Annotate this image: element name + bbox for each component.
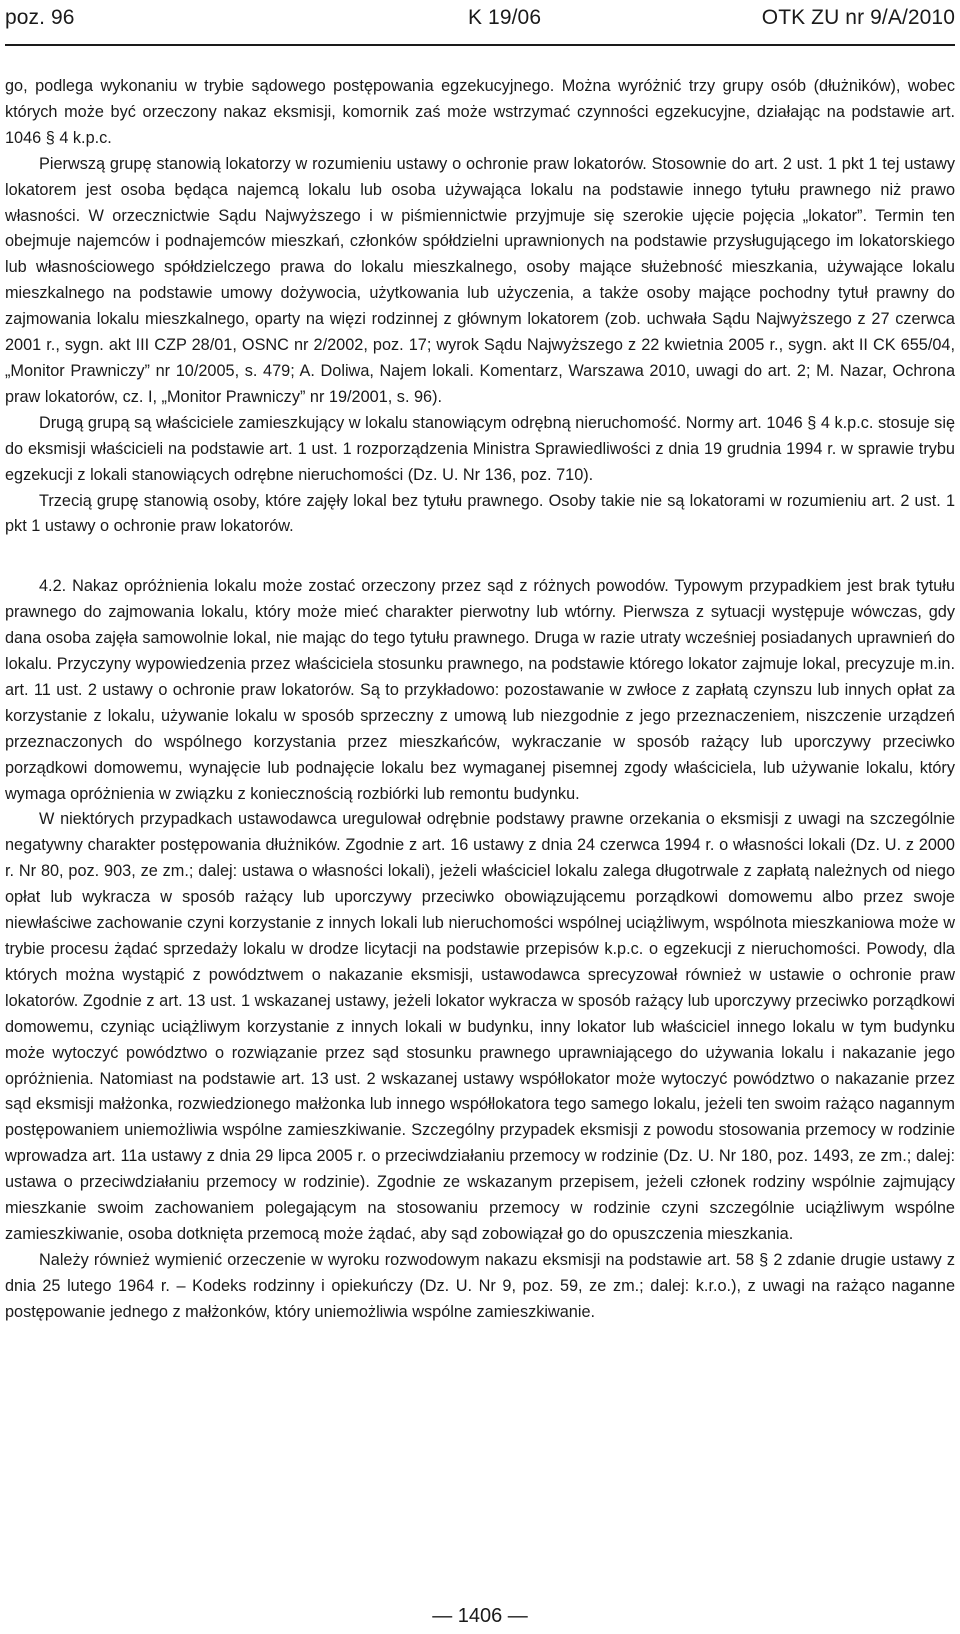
running-header bbox=[0, 0, 960, 50]
page-number: — 1406 — bbox=[432, 1605, 528, 1627]
paragraph: Należy również wymienić orzeczenie w wyroku rozwodowym nakazu eksmisji na podstawie art. 58 § 2 zdanie drugie ustawy z dnia 25 lutego 1964 r. – Kodeks rodzinny i opiekuńczy (Dz. U. Nr 9, poz. 59, ze zm.; dalej: k.r.o.), z uwagi na rażąco naganne postępowanie jednego z małżonków, który uniemożliwia wspólne zamieszkiwanie. bbox=[5, 1250, 955, 1321]
body-text bbox=[5, 74, 955, 1326]
paragraph: Pierwszą grupę stanowią lokatorzy w rozumieniu ustawy o ochronie praw lokatorów. Stosownie do art. 2 ust. 1 pkt 1 tej ustawy lokatorem jest osoba będąca najemcą lokalu lub osoba używająca lokalu na podstawie innego tytułu prawnego niż prawo własności. W orzecznictwie Sądu Najwyższego i w piśmiennictwie przyjmuje się szerokie ujęcie pojęcia „lokator”. Termin ten obejmuje najemców i podnajemców mieszkań, członków spółdzielni uprawnionych na podstawie przysługującego im lokatorskiego lub własnościowego spółdzielczego prawa do lokalu mieszkalnego, osoby mające służebność mieszkania, używające lokalu mieszkalnego na podstawie umowy dożywocia, użytkowania lub użyczenia, a także osoby mające pochodny tytuł prawny do zajmowania lokalu mieszkalnego, oparty na więzi rodzinnej z głównym lokatorem (zob. uchwała Sądu Najwyższego z 27 czerwca 2001 r., sygn. akt III CZP 28/01, OSNC nr 2/2002, poz. 17; wyrok Sądu Najwyższego z 22 kwietnia 2005 r., sygn. akt II CK 655/04, „Monitor Prawniczy” nr 10/2005, s. 479; A. Doliwa, Najem lokali. Komentarz, Warszawa 2010, uwagi do art. 2; M. Nazar, Ochrona praw lokatorów, cz. I, „Monitor Prawniczy” nr 19/2001, s. 96). bbox=[5, 154, 955, 406]
paragraph: W niektórych przypadkach ustawodawca uregulował odrębnie podstawy prawne orzekania o eksmisji z uwagi na szczególnie negatywny charakter postępowania dłużników. Zgodnie z art. 16 ustawy z dnia 24 czerwca 1994 r. o własności lokali (Dz. U. z 2000 r. Nr 80, poz. 903, ze zm.; dalej: ustawa o własności lokali), jeżeli właściciel lokalu zalega długotrwale z zapłatą należnych od niego opłat lub wykracza w sposób rażący lub uporczywy przeciwko obowiązującemu porządkowi domowemu albo przez swoje niewłaściwe zachowanie czyni korzystanie z innych lokali lub nieruchomości wspólnej uciążliwym, wspólnota mieszkaniowa może w trybie procesu żądać sprzedaży lokalu w drodze licytacji na podstawie przepisów k.p.c. o egzekucji z nieruchomości. Powody, dla których można wystąpić z powództwem o nakazanie eksmisji, ustawodawca sprecyzował również w ustawie o ochronie praw lokatorów. Zgodnie z art. 13 ust. 1 wskazanej ustawy, jeżeli lokator wykracza w sposób rażący lub uporczywy przeciwko porządkowi domowemu, czyniąc uciążliwym korzystanie z innych lokali w budynku, inny lokator lub właściciel innego lokalu w tym budynku może wytoczyć powództwo o rozwiązanie przez sąd stosunku prawnego uprawniającego do używania lokalu i nakazanie jego opróżnienia. Natomiast na podstawie art. 13 ust. 2 wskazanej ustawy współlokator może wytoczyć powództwo o nakazanie przez sąd eksmisji małżonka, rozwiedzionego małżonka lub innego współlokatora tego samego lokalu, jeżeli ten swoim rażąco nagannym postępowaniem uniemożliwia wspólne zamieszkiwanie. Szczególny przypadek eksmisji z powodu stosowania przemocy w rodzinie wprowadza art. 11a ustawy z dnia 29 lipca 2005 r. o przeciwdziałaniu przemocy w rodzinie (Dz. U. Nr 180, poz. 1493, ze zm.; dalej: ustawa o przeciwdziałaniu przemocy w rodzinie). Zgodnie ze wskazanym przepisem, jeżeli członek rodziny wspólnie zajmujący mieszkanie swoim zachowaniem polegającym na stosowaniu przemocy w rodzinie czyni szczególnie uciążliwym wspólne zamieszkiwanie, osoba dotknięta przemocą może żądać, aby sąd zobowiązał go do opuszczenia mieszkania. bbox=[5, 810, 955, 1243]
paragraph: Drugą grupą są właściciele zamieszkujący w lokalu stanowiącym odrębną nieruchomość. Normy art. 1046 § 4 k.p.c. stosuje się do eksmisji właścicieli na podstawie art. 1 ust. 1 rozporządzenia Ministra Sprawiedliwości z dnia 19 grudnia 1994 r. w sprawie trybu egzekucji z lokali stanowiących odrębne nieruchomości (Dz. U. Nr 136, poz. 710). bbox=[5, 413, 955, 484]
header-case-number: K 19/06 bbox=[468, 6, 542, 29]
section-spacer bbox=[5, 540, 955, 574]
paragraph: go, podlega wykonaniu w trybie sądowego postępowania egzekucyjnego. Można wyróżnić trzy grupy osób (dłużników), wobec których może być orzeczony nakaz eksmisji, komornik zaś może wstrzymać czynności egzekucyjne, działając na podstawie art. 1046 § 4 k.p.c. bbox=[5, 77, 955, 147]
header-position: poz. 96 bbox=[5, 6, 75, 29]
header-rule bbox=[5, 44, 955, 46]
paragraph: 4.2. Nakaz opróżnienia lokalu może zostać orzeczony przez sąd z różnych powodów. Typowym przypadkiem jest brak tytułu prawnego do zajmowania lokalu, który może mieć charakter pierwotny lub wtórny. Pierwsza z sytuacji występuje wówczas, gdy dana osoba zajęła samowolnie lokal, nie mając do tego tytułu prawnego. Druga w razie utraty wcześniej posiadanych uprawnień do lokalu. Przyczyny wypowiedzenia przez właściciela stosunku prawnego, na podstawie którego lokator zajmuje lokal, precyzuje m.in. art. 11 ust. 2 ustawy o ochronie praw lokatorów. Są to przykładowo: pozostawanie w zwłoce z zapłatą czynszu lub innych opłat za korzystanie z lokalu, używanie lokalu w sposób sprzeczny z umową lub niezgodnie z jego przeznaczeniem, niszczenie urządzeń przeznaczonych do wspólnego korzystania przez mieszkańców, wykraczanie w sposób rażący lub uporczywy przeciwko porządkowi domowemu, wynajęcie lub podnajęcie lokalu bez wymaganej pisemnej zgody właściciela, lub używanie lokalu, który wymaga opróżnienia w związku z koniecznością rozbiórki lub remontu budynku. bbox=[5, 577, 955, 803]
paragraph: Trzecią grupę stanowią osoby, które zajęły lokal bez tytułu prawnego. Osoby takie nie są lokatorami w rozumieniu art. 2 ust. 1 pkt 1 ustawy o ochronie praw lokatorów. bbox=[5, 491, 955, 536]
header-journal: OTK ZU nr 9/A/2010 bbox=[761, 6, 955, 29]
